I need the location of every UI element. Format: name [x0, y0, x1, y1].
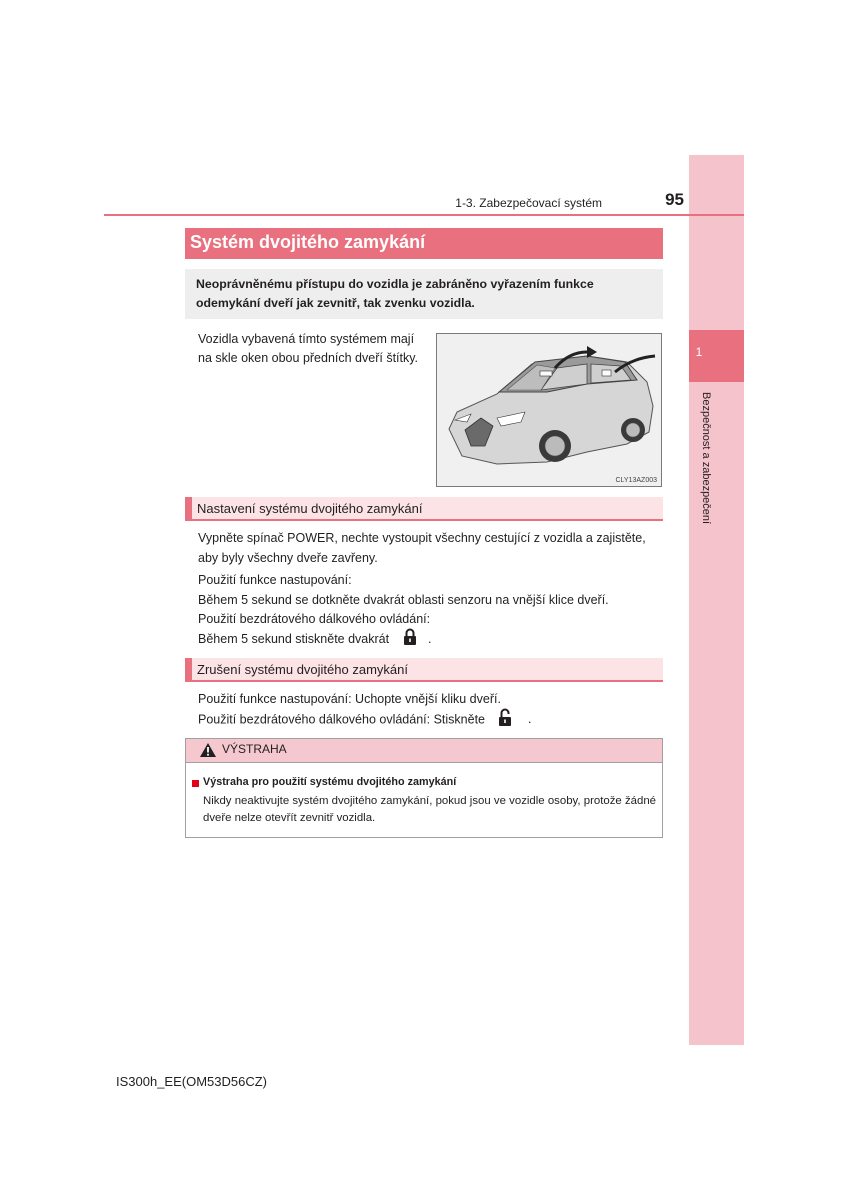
setup-line-5-end: . [428, 631, 432, 646]
intro-text: Neoprávněnému přístupu do vozidla je zabráněno vyřazením funkce odemykání dveří jak zevnitř, tak zvenku vozidla. [196, 277, 594, 310]
setup-heading: Nastavení systému dvojitého zamykání [197, 501, 423, 516]
page-number: 95 [665, 190, 684, 209]
warning-triangle-icon [199, 742, 217, 763]
lock-icon [403, 628, 417, 651]
setup-line-2: Použití funkce nastupování: [198, 573, 352, 587]
cancel-line-2-text: Použití bezdrátového dálkového ovládání: Stiskněte [198, 712, 485, 727]
setup-line-5-text: Během 5 sekund stiskněte dvakrát [198, 631, 390, 646]
setup-line-1: Vypněte spínač POWER, nechte vystoupit všechny cestující z vozidla a zajistěte, aby byly všechny dveře zavřeny. [198, 531, 646, 565]
setup-line-4: Použití bezdrátového dálkového ovládání: [198, 612, 431, 626]
cancel-line-2 [198, 708, 668, 732]
warning-bullet-icon [192, 780, 199, 787]
chapter-number: 1 [695, 345, 703, 359]
cancel-heading-marker [185, 658, 192, 682]
setup-line-3: Během 5 sekund se dotkněte dvakrát oblasti senzoru na vnější klice dveří. [198, 593, 609, 607]
cancel-heading: Zrušení systému dvojitého zamykání [197, 662, 408, 677]
section-title: 1-3. Zabezpečovací systém [455, 196, 602, 210]
setup-line-5 [198, 628, 668, 651]
cancel-line-1: Použití funkce nastupování: Uchopte vnější kliku dveří. [198, 692, 501, 706]
footer-code: IS300h_EE(OM53D56CZ) [116, 1074, 268, 1089]
setup-heading-marker [185, 497, 192, 521]
warning-heading: Výstraha pro použití systému dvojitého zamykání [203, 776, 457, 788]
vehicle-text: Vozidla vybavená tímto systémem mají na skle oken obou předních dveří štítky. [198, 332, 419, 365]
unlock-icon [498, 708, 512, 732]
page-title: Systém dvojitého zamykání [190, 232, 426, 252]
car-illustration [436, 333, 662, 487]
header-rule [104, 214, 744, 216]
chapter-side-tab [689, 155, 744, 1045]
chapter-label: Bezpečnost a zabezpečení [700, 392, 712, 525]
image-code: CLY13AZ003 [615, 477, 657, 484]
cancel-line-2-end: . [527, 712, 532, 727]
warning-title: VÝSTRAHA [222, 742, 287, 756]
warning-text: Nikdy neaktivujte systém dvojitého zamykání, pokud jsou ve vozidle osoby, protože žádné dveře nelze otevřít zevnitř vozidla. [203, 795, 656, 824]
car-drawing [437, 334, 662, 487]
